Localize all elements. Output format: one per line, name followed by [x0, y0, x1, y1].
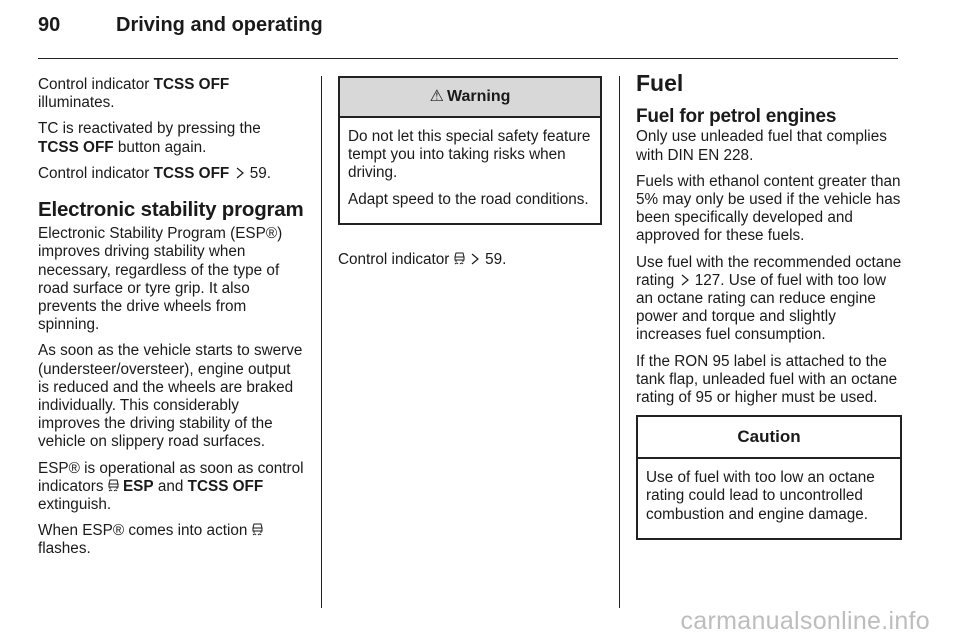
car-skid-icon: [108, 479, 119, 492]
warning-body: [340, 118, 600, 223]
paragraph: When ESP® comes into action flashes.: [38, 522, 304, 558]
car-skid-icon: [252, 523, 263, 536]
paragraph: Fuels with ethanol content greater than 5% may only be used if the vehicle has been specifically developed and approved for these fuels.: [636, 172, 901, 245]
page-reference-icon: [236, 167, 244, 179]
page-reference-icon: [681, 274, 689, 286]
watermark: carmanualsonline.info: [680, 607, 930, 635]
paragraph: Control indicator TCSS OFF 59.: [38, 164, 272, 182]
paragraph: Use of fuel with too low an octane rating could lead to uncontrolled combustion and engine damage.: [646, 469, 875, 523]
page-header: [38, 14, 323, 37]
column-divider: [321, 76, 322, 608]
warning-title: Warning: [446, 87, 511, 105]
section-heading: Fuel for petrol engines: [636, 106, 837, 128]
warning-header: [340, 78, 600, 118]
page-title: Driving and operating: [116, 14, 323, 36]
chapter-heading: Fuel: [636, 70, 684, 96]
paragraph: Control indicator 59.: [338, 250, 507, 268]
header-divider: [38, 58, 898, 59]
car-skid-icon: [454, 252, 465, 265]
warning-triangle-icon: ⚠: [429, 87, 444, 105]
paragraph: Do not let this special safety feature tempt you into taking risks when driving.: [348, 128, 591, 182]
page-number: 90: [38, 14, 61, 36]
paragraph: As soon as the vehicle starts to swerve (understeer/oversteer), engine output is reduced and the wheels are braked individually. This considerably improves the driving stability of the vehicle on slippery road surfaces.: [38, 342, 303, 451]
column-left: [38, 76, 304, 567]
indicator-name: ESP: [122, 477, 154, 495]
indicator-name: TCSS OFF: [153, 164, 230, 182]
page-reference[interactable]: 127. Use of fuel with too low an octane rating can reduce engine power and torque and slightly increases fuel consumption.: [636, 271, 887, 344]
caution-title: Caution: [737, 427, 801, 447]
paragraph: If the RON 95 label is attached to the tank flap, unleaded fuel with an octane rating of 95 or higher must be used.: [636, 352, 898, 407]
paragraph: Only use unleaded fuel that complies with DIN EN 228.: [636, 128, 887, 164]
caution-box: [636, 415, 902, 540]
page-reference[interactable]: 59.: [245, 164, 272, 182]
indicator-name: TCSS OFF: [153, 76, 230, 93]
paragraph: ESP® is operational as soon as control indicators ESP and TCSS OFF extinguish.: [38, 459, 304, 514]
button-name: TCSS OFF: [38, 138, 114, 156]
column-middle: [338, 76, 602, 277]
paragraph: Adapt speed to the road conditions.: [348, 190, 589, 208]
column-divider: [619, 76, 620, 608]
paragraph: Control indicator TCSS OFF illuminates.: [38, 76, 230, 112]
caution-body: [638, 459, 900, 538]
indicator-name: TCSS OFF: [187, 477, 264, 495]
column-right: [636, 70, 902, 556]
paragraph: Electronic Stability Program (ESP®) improves driving stability when necessary, regardless of the type of road surface or tyre grip. It also prevents the drive wheels from spinning.: [38, 225, 283, 334]
warning-box: [338, 76, 602, 225]
caution-header: [638, 417, 900, 459]
section-heading: Electronic stability program: [38, 198, 304, 222]
paragraph: TC is reactivated by pressing the TCSS OFF button again.: [38, 120, 261, 156]
paragraph: Use fuel with the recommended octane rating 127. Use of fuel with too low an octane rating can reduce engine power and torque and slightly increases fuel consumption.: [636, 253, 902, 344]
page-reference-icon: [471, 253, 479, 265]
page-reference[interactable]: 59.: [480, 250, 507, 268]
